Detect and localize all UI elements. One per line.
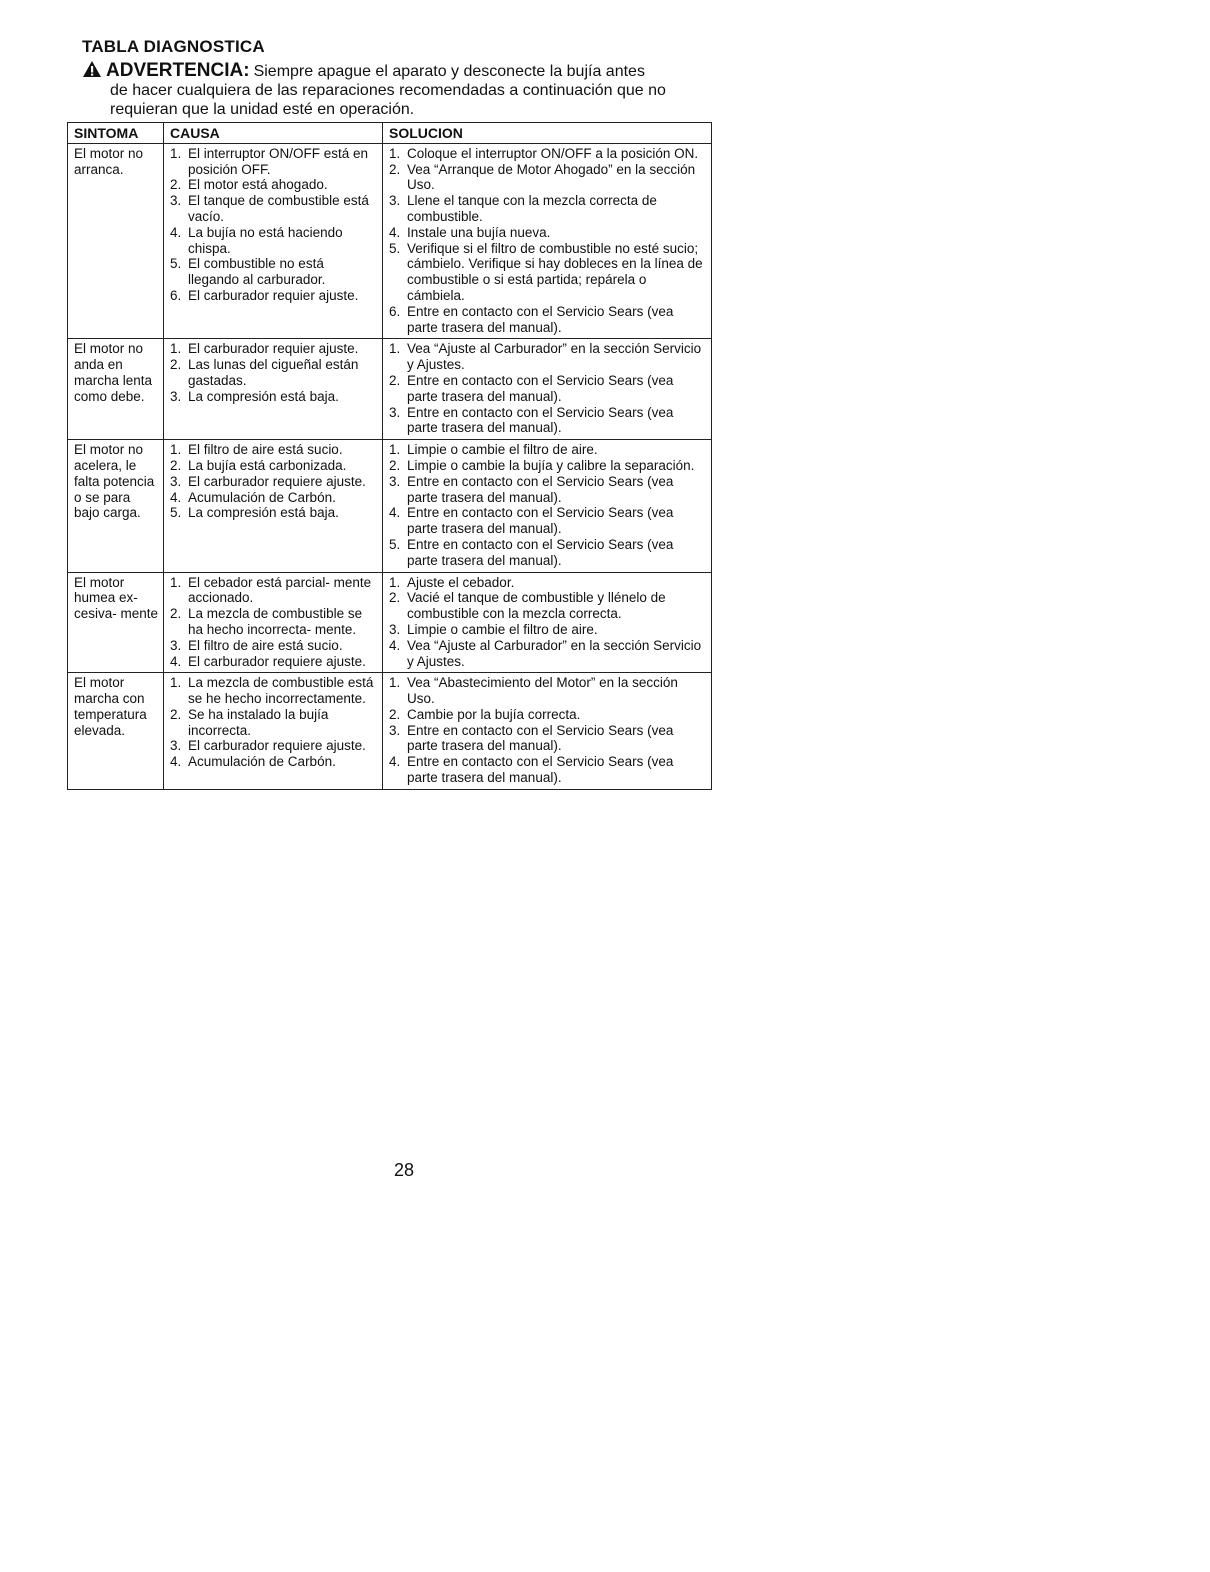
header-solucion: SOLUCION	[383, 123, 712, 144]
cause-item-number: 5.	[170, 256, 182, 272]
warning-triangle-icon	[82, 60, 102, 78]
cause-item-number: 5.	[170, 505, 182, 521]
cause-item-number: 4.	[170, 653, 182, 669]
cause-item-number: 1.	[170, 442, 182, 458]
cause-item-number: 4.	[170, 224, 182, 240]
solution-item	[389, 146, 707, 162]
solution-item	[389, 442, 707, 458]
header-sintoma: SINTOMA	[68, 123, 164, 144]
solution-item-text: Ajuste el cebador.	[407, 574, 515, 590]
solution-item-number: 1.	[389, 574, 401, 590]
cause-item	[170, 389, 378, 405]
cause-item-text: El carburador requiere ajuste.	[188, 473, 366, 489]
solution-item	[389, 723, 707, 755]
cause-item-text: Las lunas del cigueñal están gastadas.	[188, 357, 359, 388]
warning-block	[82, 60, 722, 119]
cause-item	[170, 193, 378, 225]
solution-item	[389, 193, 707, 225]
cause-item-number: 3.	[170, 473, 182, 489]
cause-item	[170, 575, 378, 607]
solution-item-text: Entre en contacto con el Servicio Sears (vea parte trasera del manual).	[407, 473, 674, 505]
solution-item-number: 2.	[389, 161, 401, 177]
cause-item-number: 3.	[170, 193, 182, 209]
cause-cell	[164, 673, 383, 790]
cause-cell	[164, 339, 383, 440]
cause-item	[170, 146, 378, 178]
cause-item	[170, 256, 378, 288]
solution-item-text: Instale una bujía nueva.	[407, 224, 551, 240]
warning-label: ADVERTENCIA:	[106, 60, 250, 81]
cause-item-text: La compresión está baja.	[188, 388, 339, 404]
cause-item-text: El carburador requier ajuste.	[188, 341, 359, 357]
cause-list	[170, 442, 378, 521]
solution-item-text: Vea “Arranque de Motor Ahogado” en la sección Uso.	[407, 161, 696, 193]
solution-item-text: Entre en contacto con el Servicio Sears (vea parte trasera del manual).	[407, 372, 674, 404]
cause-item-text: La bujía no está haciendo chispa.	[188, 224, 343, 256]
cause-cell	[164, 572, 383, 673]
solution-item-text: Vea “Abastecimiento del Motor” en la sección Uso.	[407, 675, 678, 707]
warning-text-line1: Siempre apague el aparato y desconecte la bujía antes	[253, 63, 645, 80]
cause-item-text: El motor está ahogado.	[188, 177, 328, 193]
solution-cell	[383, 143, 712, 339]
cause-item-number: 1.	[170, 675, 182, 691]
solution-item	[389, 675, 707, 707]
cause-item	[170, 606, 378, 638]
solution-item	[389, 458, 707, 474]
solution-item-number: 3.	[389, 193, 401, 209]
solution-list	[389, 341, 707, 436]
solution-item-text: Entre en contacto con el Servicio Sears (vea parte trasera del manual).	[407, 505, 674, 537]
cause-list	[170, 675, 378, 770]
solution-item-number: 1.	[389, 145, 401, 161]
table-header-row	[68, 123, 712, 144]
cause-item	[170, 707, 378, 739]
solution-item	[389, 537, 707, 569]
solution-item-number: 3.	[389, 473, 401, 489]
cause-item-number: 6.	[170, 287, 182, 303]
cause-item-text: El filtro de aire está sucio.	[188, 442, 343, 458]
solution-item-text: Limpie o cambie el filtro de aire.	[407, 621, 598, 637]
cause-item	[170, 177, 378, 193]
cause-list	[170, 146, 378, 304]
diagnostic-table	[67, 122, 712, 790]
solution-list	[389, 146, 707, 336]
table-body	[68, 143, 712, 789]
cause-cell	[164, 143, 383, 339]
table-row	[68, 339, 712, 440]
symptom-cell: El motor no acelera, le falta potencia o se para bajo carga.	[68, 440, 164, 572]
cause-item-text: El carburador requiere ajuste.	[188, 653, 366, 669]
cause-item-number: 2.	[170, 606, 182, 622]
solution-item-number: 4.	[389, 637, 401, 653]
cause-item-number: 4.	[170, 754, 182, 770]
solution-item-number: 5.	[389, 240, 401, 256]
cause-item	[170, 505, 378, 521]
cause-item-text: El filtro de aire está sucio.	[188, 637, 343, 653]
solution-item	[389, 474, 707, 506]
solution-item-text: Entre en contacto con el Servicio Sears (vea parte trasera del manual).	[407, 303, 674, 335]
solution-item-text: Vea “Ajuste al Carburador” en la sección Servicio y Ajustes.	[407, 341, 702, 373]
solution-item-text: Entre en contacto con el Servicio Sears (vea parte trasera del manual).	[407, 722, 674, 754]
solution-item-text: Vacié el tanque de combustible y llénelo de combustible con la mezcla correcta.	[407, 590, 666, 622]
cause-item-number: 2.	[170, 457, 182, 473]
solution-item	[389, 341, 707, 373]
solution-item-number: 6.	[389, 303, 401, 319]
cause-item-text: El carburador requier ajuste.	[188, 287, 359, 303]
symptom-cell: El motor marcha con temperatura elevada.	[68, 673, 164, 790]
table-row	[68, 572, 712, 673]
solution-item-text: Limpie o cambie el filtro de aire.	[407, 442, 598, 458]
solution-list	[389, 575, 707, 670]
symptom-cell: El motor humea ex- cesiva- mente	[68, 572, 164, 673]
solution-item	[389, 754, 707, 786]
cause-item	[170, 738, 378, 754]
cause-item-number: 4.	[170, 489, 182, 505]
cause-item-number: 2.	[170, 706, 182, 722]
cause-item-text: El tanque de combustible está vacío.	[188, 193, 369, 224]
solution-item-text: Entre en contacto con el Servicio Sears (vea parte trasera del manual).	[407, 404, 674, 436]
cause-item-text: Acumulación de Carbón.	[188, 489, 336, 505]
cause-item	[170, 442, 378, 458]
solution-item	[389, 707, 707, 723]
solution-item	[389, 590, 707, 622]
solution-item	[389, 638, 707, 670]
symptom-cell: El motor no arranca.	[68, 143, 164, 339]
cause-item-number: 2.	[170, 357, 182, 373]
cause-item	[170, 654, 378, 670]
cause-item	[170, 754, 378, 770]
cause-item	[170, 675, 378, 707]
cause-item	[170, 458, 378, 474]
header-causa: CAUSA	[164, 123, 383, 144]
cause-item-number: 3.	[170, 388, 182, 404]
cause-item-text: Se ha instalado la bujía incorrecta.	[188, 706, 329, 738]
solution-item-text: Entre en contacto con el Servicio Sears (vea parte trasera del manual).	[407, 754, 674, 786]
cause-item-text: La bujía está carbonizada.	[188, 457, 347, 473]
solution-item	[389, 225, 707, 241]
solution-list	[389, 442, 707, 568]
solution-item-text: Llene el tanque con la mezcla correcta de combustible.	[407, 193, 657, 224]
cause-cell	[164, 440, 383, 572]
symptom-cell: El motor no anda en marcha lenta como debe.	[68, 339, 164, 440]
solution-item	[389, 373, 707, 405]
solution-item-number: 3.	[389, 621, 401, 637]
cause-item-text: El cebador está parcial- mente accionado.	[188, 574, 372, 606]
cause-item-text: La mezcla de combustible se ha hecho incorrecta- mente.	[188, 606, 363, 637]
solution-item	[389, 622, 707, 638]
cause-item	[170, 357, 378, 389]
solution-item	[389, 405, 707, 437]
solution-item-number: 2.	[389, 590, 401, 606]
warning-first-line	[82, 60, 645, 81]
solution-item-number: 4.	[389, 754, 401, 770]
solution-item-number: 2.	[389, 706, 401, 722]
solution-item-number: 1.	[389, 675, 401, 691]
cause-list	[170, 341, 378, 404]
solution-cell	[383, 673, 712, 790]
solution-item-text: Limpie o cambie la bujía y calibre la separación.	[407, 457, 695, 473]
solution-list	[389, 675, 707, 786]
cause-item-number: 3.	[170, 637, 182, 653]
solution-item-text: Vea “Ajuste al Carburador” en la sección Servicio y Ajustes.	[407, 637, 702, 669]
page-number: 28	[394, 1160, 415, 1180]
solution-item-number: 5.	[389, 536, 401, 552]
cause-item	[170, 225, 378, 257]
cause-item	[170, 288, 378, 304]
solution-item-number: 2.	[389, 372, 401, 388]
cause-item-number: 1.	[170, 145, 182, 161]
cause-item	[170, 474, 378, 490]
cause-item	[170, 490, 378, 506]
cause-list	[170, 575, 378, 670]
cause-item	[170, 341, 378, 357]
solution-item-number: 4.	[389, 505, 401, 521]
solution-item-text: Entre en contacto con el Servicio Sears (vea parte trasera del manual).	[407, 536, 674, 568]
solution-item-number: 3.	[389, 722, 401, 738]
warning-text-rest: de hacer cualquiera de las reparaciones recomendadas a continuación que no requieran que la unidad esté en operación.	[110, 82, 666, 118]
table-row	[68, 143, 712, 339]
cause-item-text: La mezcla de combustible está se he hecho incorrectamente.	[188, 675, 374, 707]
solution-item-number: 2.	[389, 457, 401, 473]
solution-item	[389, 505, 707, 537]
solution-item-number: 1.	[389, 442, 401, 458]
solution-item	[389, 575, 707, 591]
cause-item-number: 1.	[170, 341, 182, 357]
solution-cell	[383, 339, 712, 440]
cause-item-text: El interruptor ON/OFF está en posición OFF.	[188, 145, 369, 177]
solution-item-text: Verifique si el filtro de combustible no esté sucio; cámbielo. Verifique si hay dobleces en la línea de combustible o si está partida; repárela o cámbiela.	[407, 240, 703, 303]
solution-item	[389, 162, 707, 194]
solution-item-number: 4.	[389, 224, 401, 240]
solution-item-number: 1.	[389, 341, 401, 357]
solution-item	[389, 241, 707, 304]
cause-item-number: 2.	[170, 177, 182, 193]
cause-item	[170, 638, 378, 654]
cause-item-text: El carburador requiere ajuste.	[188, 738, 366, 754]
solution-item-number: 3.	[389, 404, 401, 420]
page-title: TABLA DIAGNOSTICA	[82, 37, 265, 56]
table-row	[68, 440, 712, 572]
solution-item-text: Cambie por la bujía correcta.	[407, 706, 581, 722]
cause-item-number: 3.	[170, 738, 182, 754]
cause-item-number: 1.	[170, 574, 182, 590]
solution-cell	[383, 440, 712, 572]
table-row	[68, 673, 712, 790]
cause-item-text: Acumulación de Carbón.	[188, 754, 336, 770]
cause-item-text: El combustible no está llegando al carburador.	[188, 256, 326, 288]
solution-cell	[383, 572, 712, 673]
solution-item	[389, 304, 707, 336]
solution-item-text: Coloque el interruptor ON/OFF a la posición ON.	[407, 145, 699, 161]
cause-item-text: La compresión está baja.	[188, 505, 339, 521]
